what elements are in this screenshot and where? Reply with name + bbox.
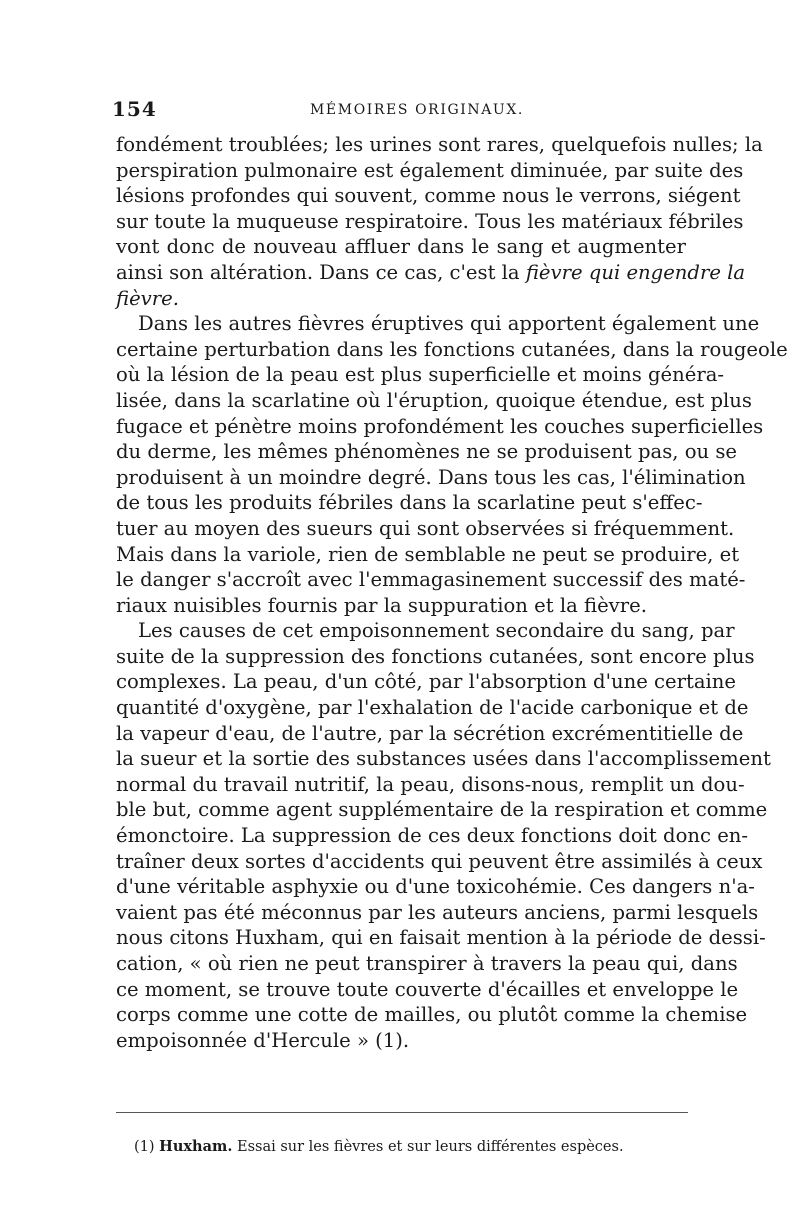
text-line-part: ainsi son altération. Dans ce cas, c'est la [116,260,520,284]
text-line: quantité d'oxygène, par l'exhalation de l'acide carbonique et de [116,696,749,720]
text-line: de tous les produits fébriles dans la scarlatine peut s'effec- [116,491,703,515]
text-line: tuer au moyen des sueurs qui sont observées si fréquemment. [116,516,735,540]
text-line: cation, « où rien ne peut transpirer à travers la peau qui, dans [116,952,738,975]
footnote-author: Huxham. [159,1138,233,1155]
text-line: où la lésion de la peau est plus superficielle et moins généra- [116,363,725,387]
text-line [116,260,746,286]
text-line: la sueur et la sortie des substances usées dans l'accomplissement [116,747,771,771]
italic-phrase: fièvre qui engendre la [525,260,746,284]
text-line: émonctoire. La suppression de ces deux fonctions doit donc en- [116,824,749,848]
text-line: ce moment, se trouve toute couverte d'écailles et enveloppe le [116,977,739,1001]
text-line: corps comme une cotte de mailles, ou plutôt comme la chemise [116,1003,748,1027]
text-line [116,286,686,312]
text-line: Dans les autres fièvres éruptives qui apportent également une [138,312,760,336]
text-line: Les causes de cet empoisonnement secondaire du sang, par [138,619,735,643]
text-line: fondément troublées; les urines sont rares, quelquefois nulles; la [116,133,763,156]
italic-word: fièvre. [116,286,179,310]
text-line: certaine perturbation dans les fonctions cutanées, dans la rougeole [116,337,788,361]
text-line: empoisonnée d'Hercule » (1). [116,1028,410,1052]
text-line: riaux nuisibles fournis par la suppuration et la fièvre. [116,593,647,617]
text-line: d'une véritable asphyxie ou d'une toxicohémie. Ces dangers n'a- [116,875,755,899]
footnote [134,1137,674,1157]
text-line: traîner deux sortes d'accidents qui peuvent être assimilés à ceux [116,849,763,873]
page-number: 154 [112,97,157,121]
text-line: suite de la suppression des fonctions cutanées, sont encore plus [116,644,755,668]
text-line: fugace et pénètre moins profondément les couches superficielles [116,414,764,438]
text-line: ble but, comme agent supplémentaire de la respiration et comme [116,798,768,822]
text-line: vaient pas été méconnus par les auteurs anciens, parmi lesquels [116,900,759,924]
body-text [116,132,788,1053]
text-line: perspiration pulmonaire est également diminuée, par suite des [116,158,744,182]
text-line: normal du travail nutritif, la peau, disons-nous, remplit un dou- [116,772,745,796]
text-line: lisée, dans la scarlatine où l'éruption, quoique étendue, est plus [116,388,752,412]
footnote-divider [116,1112,688,1113]
text-line: produisent à un moindre degré. Dans tous les cas, l'élimination [116,465,746,489]
text-line: vont donc de nouveau affluer dans le sang et augmenter [116,235,686,259]
text-line: le danger s'accroît avec l'emmagasinement successif des maté- [116,568,746,592]
text-line: Mais dans la variole, rien de semblable ne peut se produire, et [116,542,740,566]
footnote-text: Essai sur les fièvres et sur leurs différentes espèces. [236,1139,624,1155]
footnote-marker: (1) [134,1139,155,1155]
text-line: lésions profondes qui souvent, comme nous le verrons, siégent [116,184,741,208]
text-line: complexes. La peau, d'un côté, par l'absorption d'une certaine [116,670,737,694]
running-head: MÉMOIRES ORIGINAUX. [310,102,524,118]
text-line: la vapeur d'eau, de l'autre, par la sécrétion excrémentitielle de [116,721,744,745]
text-line: sur toute la muqueuse respiratoire. Tous les matériaux fébriles [116,209,744,233]
page-header [112,97,692,125]
text-line: nous citons Huxham, qui en faisait mention à la période de dessi- [116,926,766,950]
text-line: du derme, les mêmes phénomènes ne se produisent pas, ou se [116,440,738,464]
